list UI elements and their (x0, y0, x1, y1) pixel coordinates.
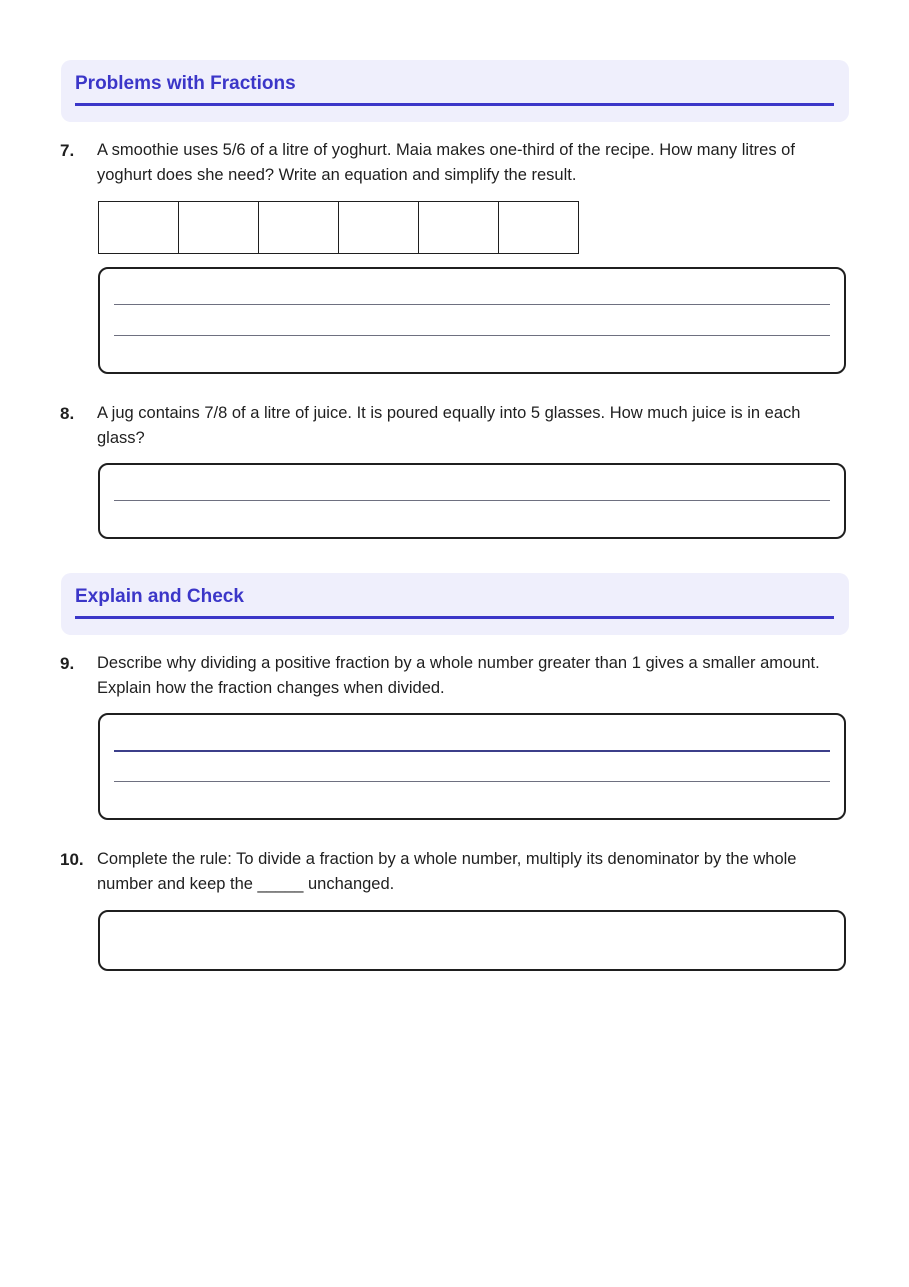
question-text: Complete the rule: To divide a fraction by a whole number, multiply its denominator by the whole number and keep the _____ unchanged. (97, 850, 797, 893)
writing-line (114, 335, 830, 336)
question-7 (60, 138, 850, 188)
answer-box-8[interactable] (98, 463, 846, 539)
question-number: 9. (60, 654, 75, 673)
section-title: Explain and Check (75, 586, 244, 607)
answer-box-9[interactable] (98, 713, 846, 820)
question-9 (60, 651, 850, 701)
question-text: Describe why dividing a positive fraction by a whole number greater than 1 gives a smaller amount. Explain how the fraction changes when divided. (97, 654, 820, 697)
question-8 (60, 401, 850, 451)
writing-line (114, 750, 830, 752)
question-text: A jug contains 7/8 of a litre of juice. It is poured equally into 5 glasses. How much juice is in each glass? (97, 404, 801, 447)
answer-box-7[interactable] (98, 267, 846, 374)
grid-cell[interactable] (259, 202, 339, 253)
section-rule (75, 616, 834, 619)
answer-box-10[interactable] (98, 910, 846, 971)
section-header-problems (61, 60, 849, 122)
writing-line (114, 500, 830, 501)
section-rule (75, 103, 834, 106)
grid-cell[interactable] (179, 202, 259, 253)
writing-line (114, 781, 830, 782)
answer-grid[interactable] (98, 201, 579, 254)
grid-cell[interactable] (419, 202, 499, 253)
question-number: 7. (60, 141, 75, 160)
grid-cell[interactable] (99, 202, 179, 253)
question-number: 10. (60, 850, 84, 869)
question-number: 8. (60, 404, 75, 423)
section-title: Problems with Fractions (75, 73, 296, 94)
question-10 (60, 847, 850, 897)
question-text: A smoothie uses 5/6 of a litre of yoghurt. Maia makes one-third of the recipe. How many litres of yoghurt does she need? Write an equation and simplify the result. (97, 141, 795, 184)
grid-cell[interactable] (339, 202, 419, 253)
grid-cell[interactable] (499, 202, 578, 253)
section-header-explain (61, 573, 849, 635)
writing-line (114, 304, 830, 305)
